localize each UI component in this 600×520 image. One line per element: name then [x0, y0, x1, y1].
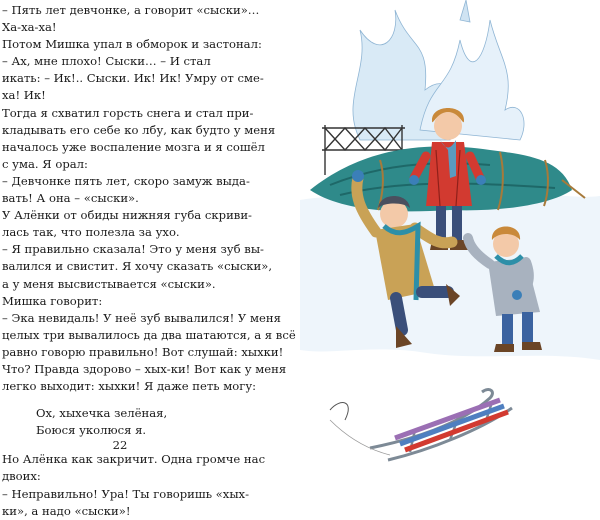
text-line: Мишка говорит:: [2, 293, 103, 308]
text-line: – Пять лет девчонке, а говорит «сыски»…: [2, 3, 260, 17]
text-line: а у меня высвистывается «сыски».: [2, 276, 216, 291]
text-line: – Ах, мне плохо! Сыски… – И стал: [2, 54, 211, 69]
poem: [36, 405, 302, 439]
text-line: целых три вывалилось да два шатаются, а я всё: [2, 327, 296, 342]
text-line: вать! А она – «сыски».: [2, 191, 139, 206]
poem-line: Боюся уколюся я.: [36, 423, 147, 438]
text-line: Что? Правда здорово – хых-ки! Вот как у меня: [2, 361, 287, 376]
text-line: Но Алёнка как закричит. Одна громче нас: [2, 452, 266, 467]
text-line: – Эка невидаль! У неё зуб вывалился! У меня: [2, 310, 281, 325]
text-line: лась так, что полезла за ухо.: [2, 225, 180, 240]
text-line: – Девчонке пять лет, скоро замуж выда-: [2, 173, 250, 188]
text-line: с ума. Я орал:: [2, 156, 88, 171]
poem-line: Ох, хыхечка зелёная,: [36, 406, 168, 421]
text-line: – Неправильно! Ура! Ты говоришь «хых-: [2, 486, 250, 501]
page-number: 22: [112, 438, 128, 452]
text-line: Ха-ха-ха!: [2, 20, 57, 35]
text-line: Потом Мишка упал в обморок и застонал:: [2, 37, 262, 52]
text-line: валился и свистит. Я хочу сказать «сыски»,: [2, 259, 273, 274]
page-text: [2, 2, 302, 520]
text-line: легко выходит: хыхки! Я даже петь могу:: [2, 379, 257, 394]
text-line: Тогда я схватил горсть снега и стал при-: [2, 105, 254, 120]
text-line: равно говорю правильно! Вот слушай: хыхки!: [2, 344, 284, 359]
text-line: – Я правильно сказала! Это у меня зуб вы-: [2, 242, 264, 257]
text-line: ки», а надо «сыски»!: [2, 503, 131, 518]
text-line: кладывать его себе ко лбу, как будто у меня: [2, 122, 276, 137]
text-line: У Алёнки от обиды нижняя губа скриви-: [2, 208, 252, 223]
text-line: ха! Ик!: [2, 88, 46, 103]
illustration: [300, 0, 600, 476]
text-line: двоих:: [2, 469, 41, 484]
snow-ground: [300, 193, 600, 360]
sled: [330, 390, 512, 460]
text-line: икать: – Ик!.. Сыски. Ик! Ик! Умру от сме-: [2, 71, 264, 86]
text-line: началось уже воспаление мозга и я сошёл: [2, 139, 265, 154]
